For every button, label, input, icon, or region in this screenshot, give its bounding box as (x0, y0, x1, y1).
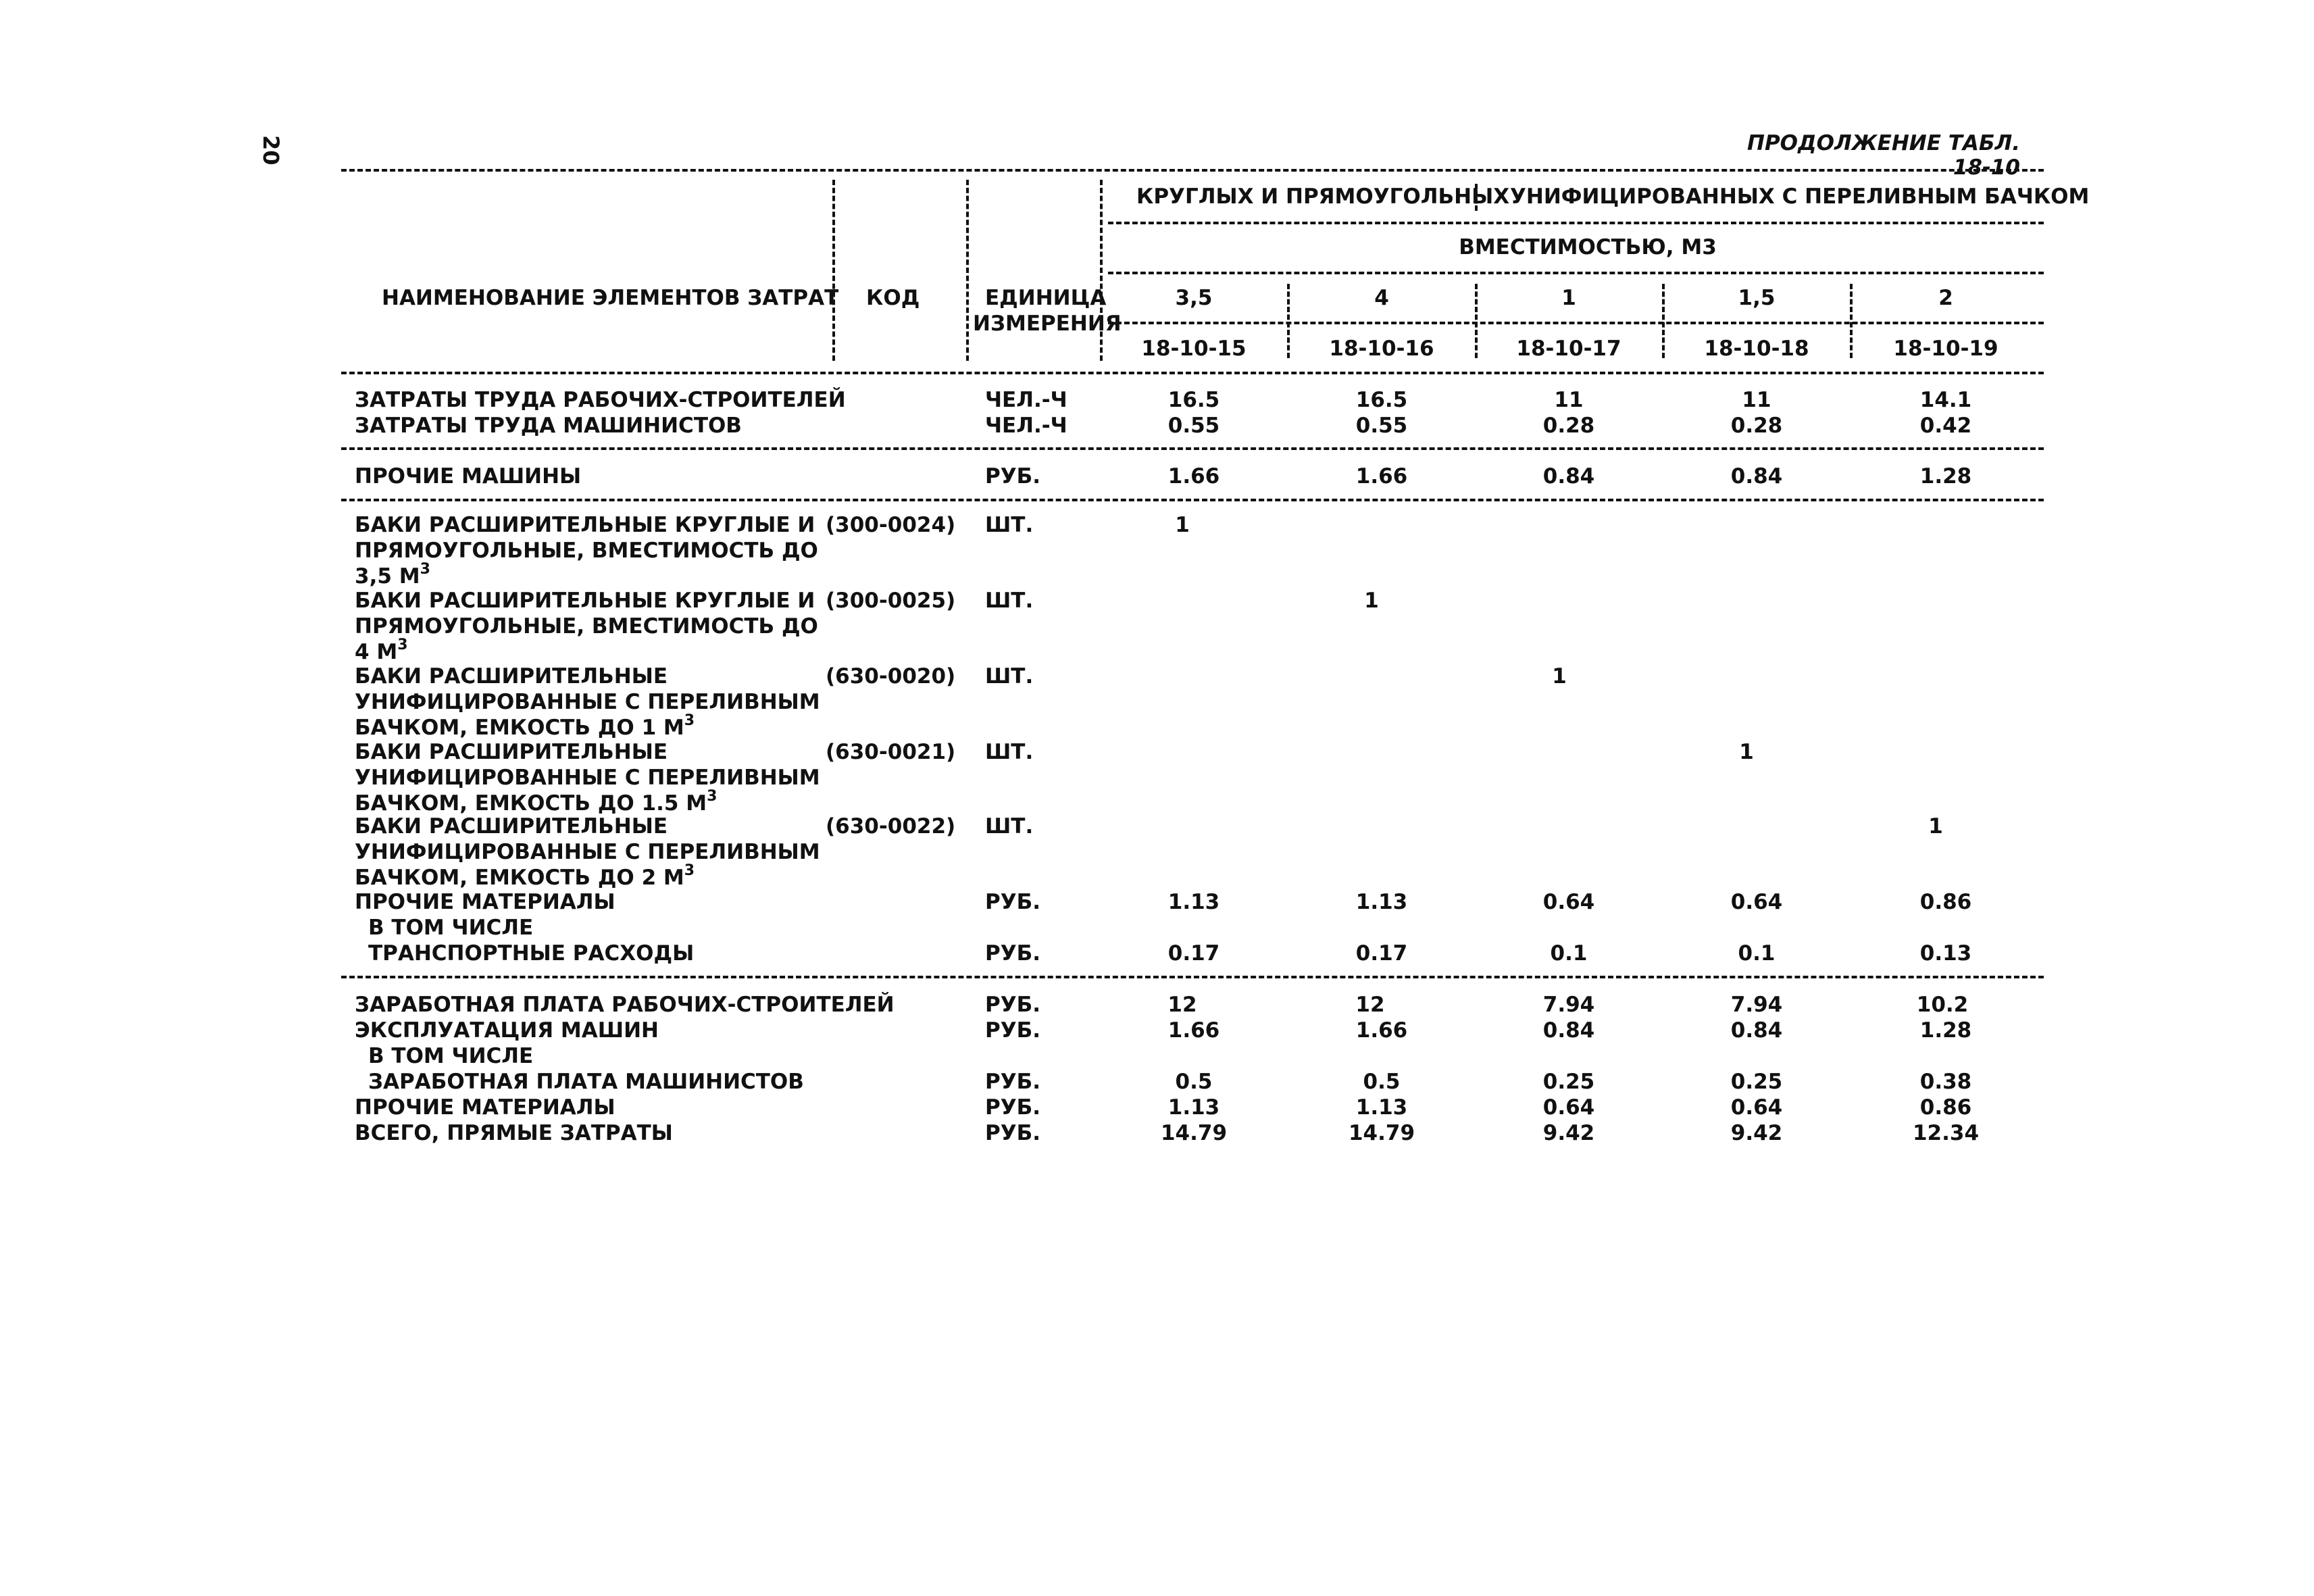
row-transport-v3: 0.1 (1550, 941, 1588, 966)
document-page: 20 ПРОДОЛЖЕНИЕ ТАБЛ. 18-10 НАИМЕНОВАНИЕ ЭЛЕМЕНТОВ ЗАТРАТ КОД ЕДИНИЦА ИЗМЕРЕНИЯ КРУГЛЫХ И ПРЯМОУГОЛЬНЫХ УНИФИЦИРОВАННЫХ С ПЕРЕЛИВНЫМ БАЧКОМ ВМЕСТИМОСТЬЮ, М3 3,5 4 1 1,5 2 18-10-15 18-10-16 18-10-17 18-10-18 18-10-19 ЗАТРАТЫ ТРУДА РАБОЧИХ-СТРОИТЕЛЕЙ ЧЕЛ.-Ч 16.5 16.5 11 11 14.1 ЗАТРАТЫ ТРУДА МАШИНИСТОВ ЧЕЛ.-Ч 0.55 0.55 0.28 0.28 0.42 ПРОЧИЕ МАШИНЫ РУБ. 1.66 1.66 0.84 0.84 1.28 БАКИ РАСШИРИТЕЛЬНЫЕ КРУГЛЫЕ И ПРЯМОУГОЛЬНЫЕ, ВМЕСТИМОСТЬ ДО 3,5 $М^3$ (300-0024) ШТ. 1 БАКИ РАСШИРИТЕЛЬНЫЕ КРУГЛЫЕ И ПРЯМОУГОЛЬНЫЕ, ВМЕСТИМОСТЬ ДО 4 $М^3$ (300-0025) ШТ. 1 БАКИ РАСШИРИТЕЛЬНЫЕ УНИФИЦИРОВАННЫЕ С ПЕРЕЛИВНЫМ БАЧКОМ, ЕМКОСТЬ ДО 1 $М^3$ (630-0020) ШТ. 1 БАКИ РАСШИРИТЕЛЬНЫЕ УНИФИЦИРОВАННЫЕ С ПЕРЕЛИВНЫМ БАЧКОМ, ЕМКОСТЬ ДО 1.5 $М^3$ (630-0021) ШТ. 1 БАКИ РАСШИРИТЕЛЬНЫЕ УНИФИЦИРОВАННЫЕ С ПЕРЕЛИВНЫМ БАЧКОМ, ЕМКОСТЬ ДО 2 $М^3$ (630-0022) ШТ. 1 ПРОЧИЕ МАТЕРИАЛЫ РУБ. 1.13 1.13 0.64 0.64 0.86 В ТОМ ЧИСЛЕ ТРАНСПОРТНЫЕ РАСХОДЫ РУБ. 0.17 0.17 0.1 0.1 0.13 ЗАРАБОТНАЯ ПЛАТА РАБОЧИХ-СТРОИТЕЛЕЙ РУБ. 12 12 7.94 7.94 10.2 ЭКСПЛУАТАЦИЯ МАШИН РУБ. 1.66 1.66 0.84 0.84 1.28 В ТОМ ЧИСЛЕ ЗАРАБОТНАЯ ПЛАТА МАШИНИСТОВ РУБ. 0.5 0.5 0.25 0.25 0.38 ПРОЧИЕ МАТЕРИАЛЫ РУБ. 1.13 1.13 0.64 0.64 0.86 ВСЕГО, ПРЯМЫЕ ЗАТРАТЫ РУБ. 14.79 14.79 9.42 9.42 12.34 (258, 131, 2090, 1145)
row-wages-operators-v1: 0.5 (1175, 1070, 1213, 1094)
header-group-unified: УНИФИЦИРОВАННЫХ С ПЕРЕЛИВНЫМ БАЧКОМ (1510, 184, 2090, 209)
row-wages-operators-v2: 0.5 (1363, 1070, 1401, 1094)
rule-header-bottom (341, 372, 2044, 374)
material-unit: ШТ. (985, 664, 1034, 689)
row-machine-operation-v1: 1.66 (1167, 1018, 1220, 1043)
vsep-code-unit (966, 180, 969, 361)
rule-section-1 (341, 447, 2044, 450)
row-machine-operation-v5: 1.28 (1919, 1018, 1972, 1043)
row-total-direct-costs-unit: РУБ. (985, 1121, 1041, 1145)
material-unit: ШТ. (985, 589, 1034, 613)
row-wages-workers-v1: 12 (1167, 993, 1197, 1017)
row-labour-workers-name: ЗАТРАТЫ ТРУДА РАБОЧИХ-СТРОИТЕЛЕЙ (355, 388, 846, 412)
row-labour-operators-v4: 0.28 (1730, 414, 1783, 438)
material-unit: ШТ. (985, 740, 1034, 764)
rule-section-2 (341, 499, 2044, 501)
row-wages-workers-v3: 7.94 (1542, 993, 1595, 1017)
row-transport-v1: 0.17 (1167, 941, 1220, 966)
row-other-materials-total-v1: 1.13 (1167, 1095, 1220, 1120)
rule-top (341, 169, 2044, 172)
material-code: (630-0022) (826, 814, 956, 839)
vsep-col-1 (1287, 284, 1290, 358)
row-total-direct-costs-v2: 14.79 (1348, 1121, 1415, 1145)
material-code: (300-0024) (826, 513, 956, 537)
row-wages-operators-unit: РУБ. (985, 1070, 1041, 1094)
code-col-3: 18-10-17 (1516, 336, 1621, 361)
code-col-4: 18-10-18 (1704, 336, 1809, 361)
row-labour-operators-v1: 0.55 (1167, 414, 1220, 438)
header-capacity: ВМЕСТИМОСТЬЮ, М3 (1459, 235, 1717, 259)
row-labour-operators-v5: 0.42 (1919, 414, 1972, 438)
row-total-direct-costs-v3: 9.42 (1542, 1121, 1595, 1145)
material-qty: 1 (1928, 814, 1943, 839)
row-labour-operators-v3: 0.28 (1542, 414, 1595, 438)
row-wages-operators-v5: 0.38 (1919, 1070, 1972, 1094)
rule-header-2 (1108, 272, 2044, 274)
material-code: (630-0020) (826, 664, 956, 689)
row-other-materials-total-v4: 0.64 (1730, 1095, 1783, 1120)
row-labour-workers-v4: 11 (1742, 388, 1771, 412)
row-other-materials-name: ПРОЧИЕ МАТЕРИАЛЫ (355, 890, 615, 914)
row-other-machines-v4: 0.84 (1730, 464, 1783, 489)
code-col-5: 18-10-19 (1893, 336, 1998, 361)
row-total-direct-costs-v1: 14.79 (1160, 1121, 1228, 1145)
row-other-materials-v2: 1.13 (1355, 890, 1408, 914)
row-labour-workers-v3: 11 (1554, 388, 1584, 412)
row-other-machines-v2: 1.66 (1355, 464, 1408, 489)
capacity-col-4: 1,5 (1738, 286, 1776, 310)
material-code: (630-0021) (826, 740, 956, 764)
row-total-direct-costs-v5: 12.34 (1912, 1121, 1980, 1145)
row-labour-operators-unit: ЧЕЛ.-Ч (985, 414, 1067, 438)
material-unit: ШТ. (985, 814, 1034, 839)
header-unit-line-2: ИЗМЕРЕНИЯ (973, 311, 1122, 336)
vsep-name-code (832, 180, 835, 361)
vsep-col-2 (1475, 284, 1478, 358)
row-transport-v5: 0.13 (1919, 941, 1972, 966)
row-other-materials-total-v2: 1.13 (1355, 1095, 1408, 1120)
row-machine-operation-v3: 0.84 (1542, 1018, 1595, 1043)
row-other-materials-v1: 1.13 (1167, 890, 1220, 914)
row-other-machines-name: ПРОЧИЕ МАШИНЫ (355, 464, 582, 489)
vsep-col-3 (1662, 284, 1665, 358)
header-code-column: КОД (866, 286, 920, 310)
row-wages-workers-v5: 10.2 (1916, 993, 1969, 1017)
row-total-direct-costs-name: ВСЕГО, ПРЯМЫЕ ЗАТРАТЫ (355, 1121, 673, 1145)
table-continuation-title: ПРОДОЛЖЕНИЕ ТАБЛ. 18-10 (1747, 131, 2020, 180)
vsep-col-4 (1850, 284, 1853, 358)
row-total-direct-costs-v4: 9.42 (1730, 1121, 1783, 1145)
row-other-materials-total-v5: 0.86 (1919, 1095, 1972, 1120)
row-transport-v2: 0.17 (1355, 941, 1408, 966)
row-wages-workers-unit: РУБ. (985, 993, 1041, 1017)
material-unit: ШТ. (985, 513, 1034, 537)
header-group-round-rect: КРУГЛЫХ И ПРЯМОУГОЛЬНЫХ (1136, 184, 1510, 209)
row-machine-operation-v2: 1.66 (1355, 1018, 1408, 1043)
row-wages-workers-v2: 12 (1355, 993, 1385, 1017)
capacity-col-5: 2 (1938, 286, 1953, 310)
header-unit-line-1: ЕДИНИЦА (985, 286, 1107, 310)
row-other-materials-v3: 0.64 (1542, 890, 1595, 914)
row-wages-operators-v4: 0.25 (1730, 1070, 1783, 1094)
row-including-label: В ТОМ ЧИСЛЕ (368, 916, 534, 940)
page-number: 20 (258, 135, 284, 166)
row-machine-operation-v4: 0.84 (1730, 1018, 1783, 1043)
row-machine-operation-unit: РУБ. (985, 1018, 1041, 1043)
row-other-machines-v3: 0.84 (1542, 464, 1595, 489)
row-wages-workers-v4: 7.94 (1730, 993, 1783, 1017)
row-other-machines-v1: 1.66 (1167, 464, 1220, 489)
row-wages-workers-name: ЗАРАБОТНАЯ ПЛАТА РАБОЧИХ-СТРОИТЕЛЕЙ (355, 993, 895, 1017)
row-other-materials-v5: 0.86 (1919, 890, 1972, 914)
row-other-machines-unit: РУБ. (985, 464, 1041, 489)
capacity-col-2: 4 (1374, 286, 1389, 310)
row-labour-workers-unit: ЧЕЛ.-Ч (985, 388, 1067, 412)
row-other-materials-v4: 0.64 (1730, 890, 1783, 914)
row-machine-operation-name: ЭКСПЛУАТАЦИЯ МАШИН (355, 1018, 659, 1043)
row-labour-workers-v5: 14.1 (1919, 388, 1972, 412)
row-other-materials-total-name: ПРОЧИЕ МАТЕРИАЛЫ (355, 1095, 615, 1120)
row-labour-operators-name: ЗАТРАТЫ ТРУДА МАШИНИСТОВ (355, 414, 742, 438)
rule-header-1 (1108, 222, 2044, 224)
capacity-col-1: 3,5 (1175, 286, 1213, 310)
material-qty: 1 (1739, 740, 1754, 764)
row-other-materials-total-v3: 0.64 (1542, 1095, 1595, 1120)
material-code: (300-0025) (826, 589, 956, 613)
row-other-machines-v5: 1.28 (1919, 464, 1972, 489)
row-other-materials-unit: РУБ. (985, 890, 1041, 914)
code-col-2: 18-10-16 (1329, 336, 1434, 361)
header-name-column: НАИМЕНОВАНИЕ ЭЛЕМЕНТОВ ЗАТРАТ (382, 286, 839, 310)
row-transport-v4: 0.1 (1738, 941, 1776, 966)
row-wages-operators-v3: 0.25 (1542, 1070, 1595, 1094)
row-labour-workers-v2: 16.5 (1355, 388, 1408, 412)
capacity-col-3: 1 (1561, 286, 1576, 310)
row-wages-operators-name: ЗАРАБОТНАЯ ПЛАТА МАШИНИСТОВ (368, 1070, 804, 1094)
row-transport-unit: РУБ. (985, 941, 1041, 966)
rule-header-3 (1108, 322, 2044, 324)
rule-section-3 (341, 976, 2044, 978)
material-qty: 1 (1175, 513, 1190, 537)
row-labour-operators-v2: 0.55 (1355, 414, 1408, 438)
material-qty: 1 (1364, 589, 1379, 613)
code-col-1: 18-10-15 (1141, 336, 1247, 361)
row-including-label-2: В ТОМ ЧИСЛЕ (368, 1044, 534, 1068)
row-other-materials-total-unit: РУБ. (985, 1095, 1041, 1120)
row-labour-workers-v1: 16.5 (1167, 388, 1220, 412)
material-qty: 1 (1552, 664, 1567, 689)
row-transport-name: ТРАНСПОРТНЫЕ РАСХОДЫ (368, 941, 695, 966)
